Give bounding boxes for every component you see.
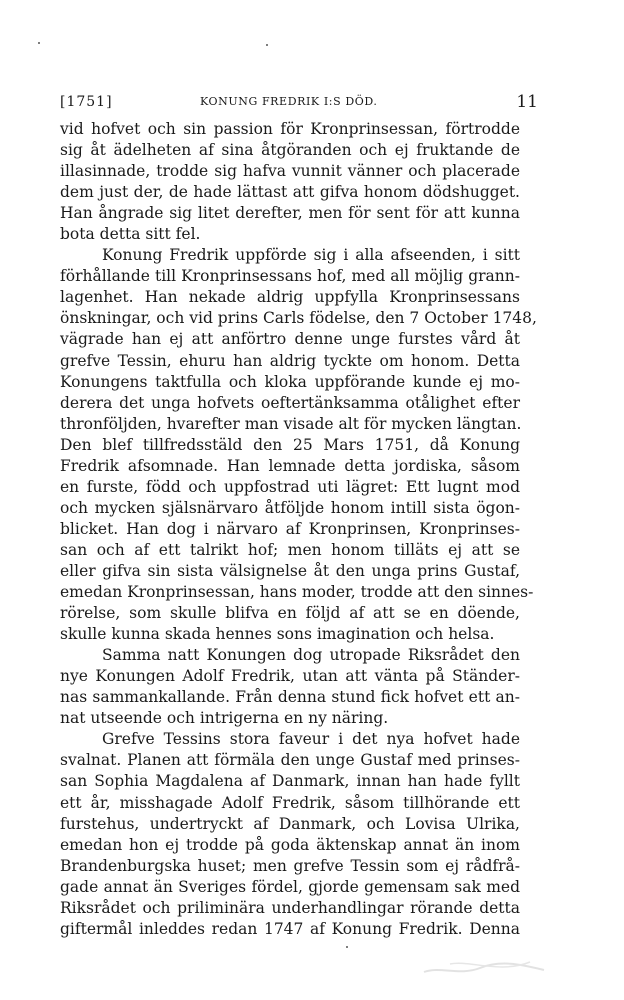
text-line: vid hofvet och sin passion för Kronprinsessan, förtrodde	[60, 120, 520, 138]
text-line: Brandenburgska huset; men grefve Tessin som ej rådfrå-	[60, 856, 520, 875]
text-line: Konung Fredrik uppförde sig i alla afseenden, i sitt	[102, 246, 520, 265]
text-line: rörelse, som skulle blifva en följd af att se en döende,	[60, 604, 520, 623]
text-line: furstehus, undertryckt af Danmark, och Lovisa Ulrika,	[60, 814, 520, 833]
text-line: ett år, misshagade Adolf Fredrik, såsom tillhörande ett	[60, 793, 520, 812]
text-line: och mycken själsnärvaro åtföljde honom intill sista ögon-	[60, 498, 520, 517]
text-line: en furste, född och uppfostrad uti lägret: Ett lugnt mod	[60, 477, 520, 496]
text-line: Samma natt Konungen dog utropade Riksrådet den	[102, 646, 520, 665]
text-line: förhållande till Kronprinsessans hof, med all möjlig grann-	[60, 267, 520, 286]
text-line: emedan hon ej trodde på goda äktenskap annat än inom	[60, 835, 520, 854]
text-line: dem just der, de hade lättast att gifva honom dödshugget.	[60, 183, 520, 202]
text-line: thronföljden, hvarefter man visade alt för mycken längtan.	[60, 414, 522, 433]
speck-mark	[346, 946, 348, 948]
text-line: giftermål inleddes redan 1747 af Konung Fredrik. Denna	[60, 919, 520, 938]
text-line: Han ångrade sig litet derefter, men för sent för att kunna	[60, 204, 520, 223]
text-line: Riksrådet och priliminära underhandlingar rörande detta	[60, 898, 520, 917]
text-line: blicket. Han dog i närvaro af Kronprinsen, Kronprinses-	[60, 519, 520, 538]
text-line: san Sophia Magdalena af Danmark, innan han hade fyllt	[60, 772, 520, 791]
body-text	[60, 119, 537, 940]
faint-library-stamp	[420, 956, 548, 980]
text-line: illasinnade, trodde sig hafva vunnit vänner och placerade	[60, 162, 520, 181]
text-line: lagenhet. Han nekade aldrig uppfylla Kronprinsessans	[60, 288, 520, 307]
text-line: derera det unga hofvets oeftertänksamma otålighet efter	[60, 393, 520, 412]
text-line: bota detta sitt fel.	[60, 225, 201, 244]
text-line: Den blef tillfredsstäld den 25 Mars 1751, då Konung	[60, 435, 520, 454]
text-line: skulle kunna skada hennes sons imagination och helsa.	[60, 625, 495, 644]
text-line: Fredrik afsomnade. Han lemnade detta jordiska, såsom	[60, 456, 520, 475]
text-line: vägrade han ej att anförtro denne unge furstes vård åt	[60, 330, 520, 349]
text-line: Konungens taktfulla och kloka uppförande kunde ej mo-	[60, 372, 520, 391]
running-head	[60, 92, 538, 112]
header-year: [1751]	[60, 94, 113, 110]
text-line: Grefve Tessins stora faveur i det nya hofvet hade	[102, 730, 520, 749]
text-line: eller gifva sin sista välsignelse åt den unga prins Gustaf,	[60, 561, 520, 580]
text-line: nye Konungen Adolf Fredrik, utan att vänta på Ständer-	[60, 667, 520, 686]
text-line: nas sammankallande. Från denna stund fick hofvet ett an-	[60, 688, 520, 707]
text-line: svalnat. Planen att förmäla den unge Gustaf med prinses-	[60, 751, 520, 770]
text-line: emedan Kronprinsessan, hans moder, trodde att den sinnes-	[60, 583, 534, 602]
page-number: 11	[516, 92, 538, 112]
text-line: san och af ett talrikt hof; men honom tilläts ej att se	[60, 540, 520, 559]
speck-mark	[266, 44, 268, 46]
text-line: nat utseende och intrigerna en ny näring.	[60, 709, 389, 728]
speck-mark	[38, 42, 40, 44]
header-title: KONUNG FREDRIK I:S DÖD.	[200, 95, 378, 108]
text-line: önskningar, och vid prins Carls födelse, den 7 October 1748,	[60, 309, 537, 328]
text-line: grefve Tessin, ehuru han aldrig tyckte om honom. Detta	[60, 351, 520, 370]
text-line: gade annat än Sveriges fördel, gjorde gemensam sak med	[60, 877, 520, 896]
text-line: sig åt ädelheten af sina åtgöranden och ej fruktande de	[60, 141, 520, 160]
